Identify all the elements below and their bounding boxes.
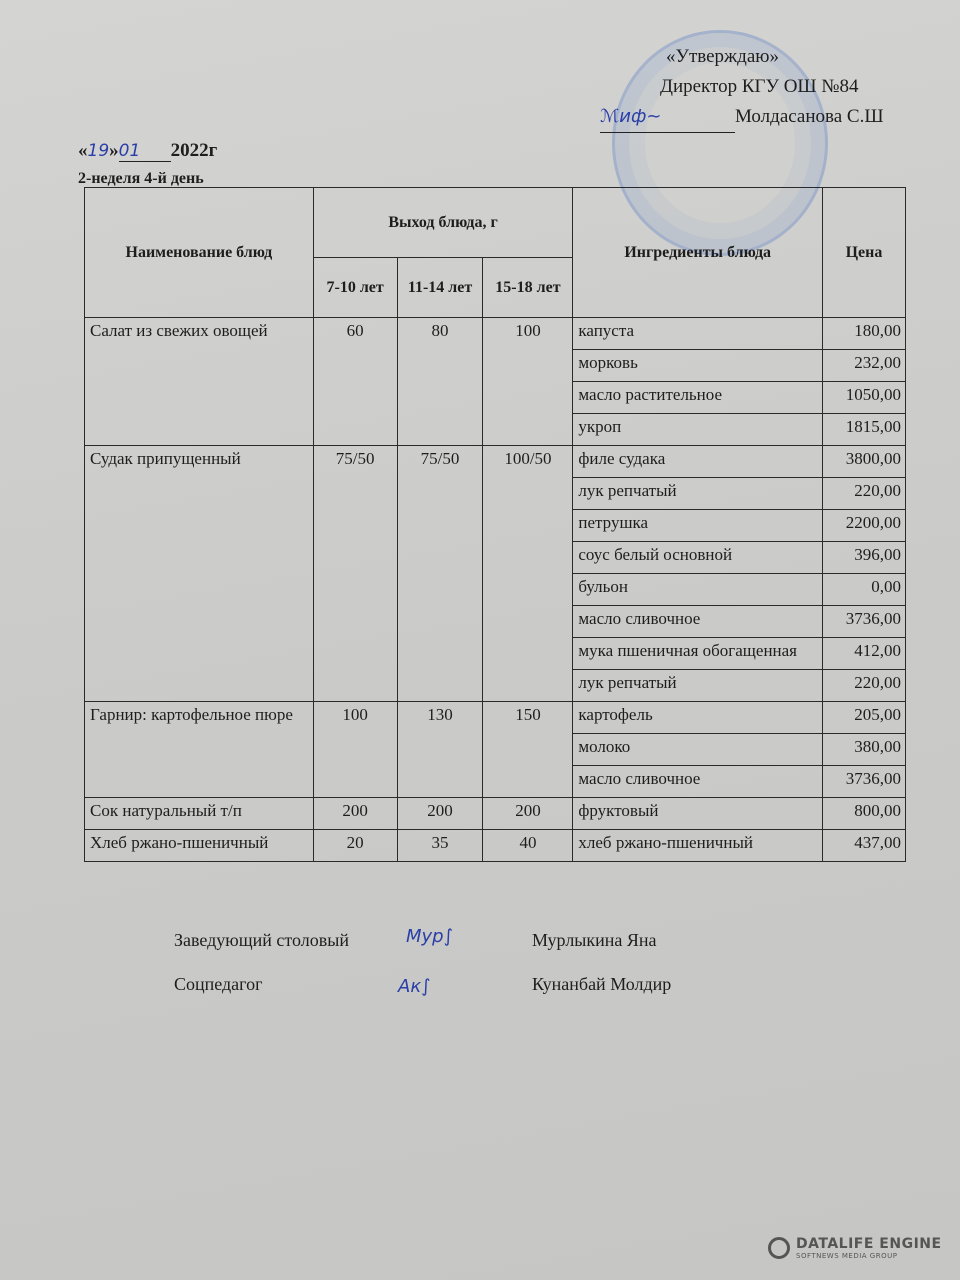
dish-name: Хлеб ржано-пшеничный xyxy=(85,830,314,862)
signature-name: Мурлыкина Яна xyxy=(532,930,657,950)
yield-15-18: 100 xyxy=(483,318,573,446)
yield-11-14: 75/50 xyxy=(397,446,483,702)
date-day: 19 xyxy=(87,141,110,161)
ingredient-price: 3736,00 xyxy=(823,766,906,798)
ingredient-price: 1815,00 xyxy=(823,414,906,446)
ingredient-name: фруктовый xyxy=(573,798,823,830)
yield-11-14: 35 xyxy=(397,830,483,862)
table-row xyxy=(85,830,906,862)
ingredient-name: укроп xyxy=(573,414,823,446)
ingredient-name: петрушка xyxy=(573,510,823,542)
ingredient-name: мука пшеничная обогащенная xyxy=(573,638,823,670)
signature-row-social-pedagogue xyxy=(174,974,672,997)
ingredient-name: лук репчатый xyxy=(573,670,823,702)
date-month: 01 xyxy=(119,141,171,162)
header-age-15-18: 15-18 лет xyxy=(483,258,573,318)
watermark: DATALIFE ENGINE SOFTNEWS MEDIA GROUP xyxy=(768,1236,942,1260)
header-price: Цена xyxy=(823,188,906,318)
ingredient-price: 437,00 xyxy=(823,830,906,862)
yield-11-14: 130 xyxy=(397,702,483,798)
yield-7-10: 200 xyxy=(313,798,397,830)
ingredient-price: 220,00 xyxy=(823,478,906,510)
ingredient-name: картофель xyxy=(573,702,823,734)
ingredient-price: 380,00 xyxy=(823,734,906,766)
approval-position: Директор КГУ ОШ №84 xyxy=(660,76,859,97)
yield-15-18: 200 xyxy=(483,798,573,830)
yield-7-10: 100 xyxy=(313,702,397,798)
ingredient-name: хлеб ржано-пшеничный xyxy=(573,830,823,862)
datalife-logo-icon xyxy=(768,1237,790,1259)
approval-title: «Утверждаю» xyxy=(666,46,779,67)
ingredient-name: филе судака xyxy=(573,446,823,478)
approval-signature-line: ℳиф~ Молдасанова С.Ш xyxy=(600,102,884,133)
date-year: 2022г xyxy=(170,140,218,161)
ingredient-price: 205,00 xyxy=(823,702,906,734)
document-date: «19»01 2022г xyxy=(78,140,218,161)
handwritten-signature: Мур∫ xyxy=(406,926,453,947)
ingredient-price: 3800,00 xyxy=(823,446,906,478)
ingredient-price: 2200,00 xyxy=(823,510,906,542)
approval-block xyxy=(600,42,884,133)
ingredient-name: бульон xyxy=(573,574,823,606)
yield-11-14: 80 xyxy=(397,318,483,446)
table-row xyxy=(85,318,906,350)
table-row xyxy=(85,702,906,734)
ingredient-price: 800,00 xyxy=(823,798,906,830)
signature-role: Заведующий столовый xyxy=(174,930,349,950)
ingredient-name: соус белый основной xyxy=(573,542,823,574)
ingredient-price: 0,00 xyxy=(823,574,906,606)
dish-name: Сок натуральный т/п xyxy=(85,798,314,830)
dish-name: Судак припущенный xyxy=(85,446,314,702)
ingredient-price: 412,00 xyxy=(823,638,906,670)
ingredient-price: 396,00 xyxy=(823,542,906,574)
header-yield: Выход блюда, г xyxy=(313,188,573,258)
header-ingredients: Ингредиенты блюда xyxy=(573,188,823,318)
header-age-11-14: 11-14 лет xyxy=(397,258,483,318)
ingredient-price: 232,00 xyxy=(823,350,906,382)
yield-15-18: 100/50 xyxy=(483,446,573,702)
yield-7-10: 75/50 xyxy=(313,446,397,702)
ingredient-price: 180,00 xyxy=(823,318,906,350)
menu-table xyxy=(84,187,906,862)
ingredient-name: лук репчатый xyxy=(573,478,823,510)
ingredient-name: морковь xyxy=(573,350,823,382)
signature-row-manager xyxy=(174,926,657,951)
week-day-label: 2-неделя 4-й день xyxy=(78,170,204,187)
ingredient-name: масло растительное xyxy=(573,382,823,414)
table-row xyxy=(85,446,906,478)
yield-11-14: 200 xyxy=(397,798,483,830)
signature-name: Кунанбай Молдир xyxy=(532,974,672,994)
ingredient-name: молоко xyxy=(573,734,823,766)
header-age-7-10: 7-10 лет xyxy=(313,258,397,318)
yield-7-10: 60 xyxy=(313,318,397,446)
signature-role: Соцпедагог xyxy=(174,974,263,994)
approval-name: Молдасанова С.Ш xyxy=(735,106,884,127)
ingredient-price: 220,00 xyxy=(823,670,906,702)
ingredient-price: 3736,00 xyxy=(823,606,906,638)
dish-name: Салат из свежих овощей xyxy=(85,318,314,446)
table-row xyxy=(85,798,906,830)
ingredient-price: 1050,00 xyxy=(823,382,906,414)
yield-15-18: 150 xyxy=(483,702,573,798)
yield-15-18: 40 xyxy=(483,830,573,862)
ingredient-name: масло сливочное xyxy=(573,606,823,638)
ingredient-name: капуста xyxy=(573,318,823,350)
yield-7-10: 20 xyxy=(313,830,397,862)
ingredient-name: масло сливочное xyxy=(573,766,823,798)
dish-name: Гарнир: картофельное пюре xyxy=(85,702,314,798)
header-name: Наименование блюд xyxy=(85,188,314,318)
handwritten-signature: Ак∫ xyxy=(398,976,431,997)
